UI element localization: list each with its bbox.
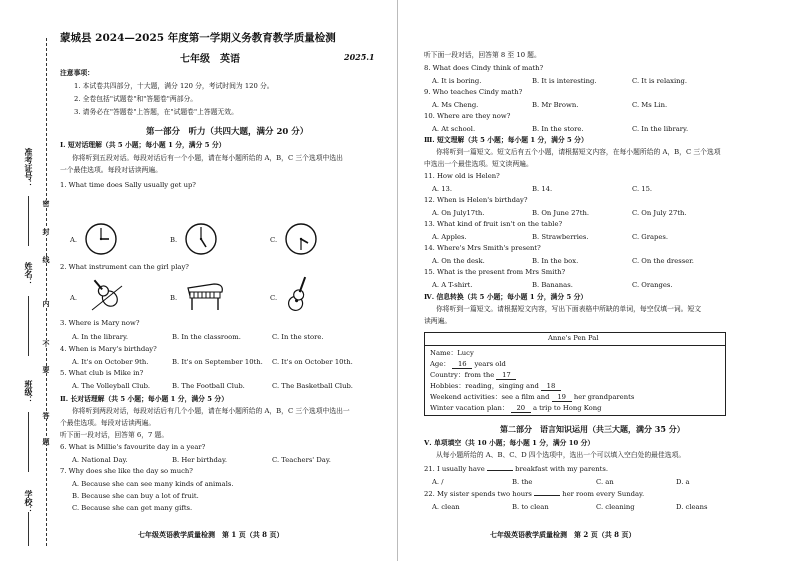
answer-blank[interactable] xyxy=(534,495,560,496)
clock-icon xyxy=(284,222,318,256)
option: B. 14. xyxy=(532,185,553,193)
option: A. The Volleyball Club. xyxy=(72,382,151,390)
blank-line xyxy=(28,196,29,246)
option: A. It is boring. xyxy=(432,77,482,85)
option: A. Ms Cheng. xyxy=(432,101,479,109)
clock-icon xyxy=(84,222,118,256)
option: A. On the desk. xyxy=(432,257,485,265)
option: A. In the library. xyxy=(72,333,129,341)
option: B. Her birthday. xyxy=(172,456,228,464)
penpal-row xyxy=(430,372,516,380)
option: D. cleans xyxy=(676,503,708,511)
section5-instruction: 从每小题所给的 A、B、C、D 四个选项中，选出一个可以填入空白处的最佳选项。 xyxy=(436,451,686,459)
penpal-row xyxy=(430,361,506,369)
penpal-label: Winter vacation plan： xyxy=(430,404,509,412)
option: B. Mr Brown. xyxy=(532,101,579,109)
penpal-row xyxy=(430,350,474,357)
option: B. In the store. xyxy=(532,125,584,133)
question-1: 1. What time does Sally usually get up? xyxy=(60,181,196,189)
page-divider xyxy=(397,0,398,561)
section3-instruction: 你将听到一篇短文。短文后有五个小题，请根据短文内容，在每小题所给的 A，B，C 三个选项 xyxy=(436,148,721,156)
school-label: 学校： xyxy=(24,490,34,514)
seal-mark: 题 xyxy=(42,438,51,445)
penpal-label: Weekend activities：see a film and xyxy=(430,393,550,401)
page-footer: 七年级英语教学质量检测 第 2 页（共 8 页） xyxy=(490,530,636,539)
blank-line xyxy=(28,512,29,546)
penpal-label: Name： xyxy=(430,349,458,357)
option: B. It is interesting. xyxy=(532,77,597,85)
question-7: 7. Why does she like the day so much? xyxy=(60,467,193,475)
seal-mark: 不 xyxy=(42,340,51,347)
blank-18[interactable]: 18 xyxy=(541,383,561,391)
option: C. On July 27th. xyxy=(632,209,687,217)
question-6: 6. What is Millie's favourite day in a year? xyxy=(60,443,206,451)
notice-item: 1. 本试卷共四部分，十大题，满分 120 分，考试时间为 120 分。 xyxy=(74,82,274,90)
question-8: 8. What does Cindy think of math? xyxy=(424,64,544,72)
question-3: 3. Where is Mary now? xyxy=(60,319,140,327)
question-5: 5. What club is Mike in? xyxy=(60,369,144,377)
option-letter: A. xyxy=(70,294,78,302)
seal-mark: 封 xyxy=(42,228,51,235)
part1-title: 第一部分 听力（共四大题，满分 20 分） xyxy=(146,127,309,137)
blank-line xyxy=(28,412,29,472)
option: A. National Day. xyxy=(72,456,128,464)
option: A. It's on October 9th. xyxy=(72,358,149,366)
option: B. The Football Club. xyxy=(172,382,245,390)
option: C. On the dresser. xyxy=(632,257,694,265)
question-22 xyxy=(424,491,644,498)
question-4: 4. When is Mary's birthday? xyxy=(60,345,157,353)
option: B. the xyxy=(512,478,533,486)
option: C. In the library. xyxy=(632,125,689,133)
option: B. In the classroom. xyxy=(172,333,241,341)
listen-instruction: 听下面一段对话，回答第 8 至 10 题。 xyxy=(424,51,541,59)
option: B. Because she can buy a lot of fruit. xyxy=(72,492,199,500)
option: C. Because she can get many gifts. xyxy=(72,504,193,512)
question-11: 11. How old is Helen? xyxy=(424,172,500,180)
question-text: 22. My sister spends two hours xyxy=(424,490,532,498)
option: A. On July17th. xyxy=(432,209,485,217)
blank-17[interactable]: 17 xyxy=(496,372,516,380)
exam-title: 蒙城县 2024—2025 年度第一学期义务教育教学质量检测 xyxy=(60,32,336,44)
penpal-label: years old xyxy=(474,360,506,368)
question-9: 9. Who teaches Cindy math? xyxy=(424,88,523,96)
option-letter: C. xyxy=(270,294,278,302)
option: D. a xyxy=(676,478,690,486)
answer-blank[interactable] xyxy=(487,470,513,471)
question-15: 15. What is the present from Mrs Smith? xyxy=(424,268,566,276)
option: A. Apples. xyxy=(432,233,467,241)
section4-instruction: 读两遍。 xyxy=(424,317,452,325)
option: C. It's on October 10th. xyxy=(272,358,353,366)
option: B. In the box. xyxy=(532,257,579,265)
violin-icon xyxy=(86,274,126,314)
question-13: 13. What kind of fruit isn't on the table? xyxy=(424,220,563,228)
section3-instruction: 中选出一个最佳选项。短文读两遍。 xyxy=(424,160,533,168)
option: C. Grapes. xyxy=(632,233,669,241)
option: B. It's on September 10th. xyxy=(172,358,263,366)
exam-date: 2025.1 xyxy=(344,52,375,62)
option: A. At school. xyxy=(432,125,476,133)
option: A. A T-shirt. xyxy=(432,281,473,289)
option-letter: A. xyxy=(70,236,78,244)
option: A. 13. xyxy=(432,185,453,193)
option: B. Strawberries. xyxy=(532,233,589,241)
penpal-label: Hobbies：reading，singing and xyxy=(430,382,539,390)
seal-mark: 线 xyxy=(42,256,51,263)
notice-item: 3. 请务必在"答题卷"上答题，在"试题卷"上答题无效。 xyxy=(74,108,238,116)
question-21 xyxy=(424,466,608,473)
option: B. to clean xyxy=(512,503,549,511)
clock-icon xyxy=(184,222,218,256)
question-2: 2. What instrument can the girl play? xyxy=(60,263,189,271)
section2-instruction: 个最佳选项。每段对话读两遍。 xyxy=(60,419,156,427)
exam-page-2 xyxy=(400,0,794,561)
name-label: 姓名： xyxy=(24,262,34,286)
section2-title: Ⅱ. 长对话理解（共 5 小题；每小题 1 分，满分 5 分） xyxy=(60,395,228,403)
option: C. cleaning xyxy=(596,503,635,511)
option: A. / xyxy=(432,478,444,486)
option: C. Teachers' Day. xyxy=(272,456,331,464)
notice-item: 2. 全卷包括"试题卷"和"答题卷"两部分。 xyxy=(74,95,198,103)
option: C. It is relaxing. xyxy=(632,77,688,85)
guitar-icon xyxy=(284,274,314,314)
option: C. an xyxy=(596,478,614,486)
question-12: 12. When is Helen's birthday? xyxy=(424,196,528,204)
penpal-row xyxy=(430,394,634,402)
option-letter: C. xyxy=(270,236,278,244)
section1-instruction: 你将听到五段对话。每段对话后有一个小题，请在每小题所给的 A，B，C 三个选项中选出 xyxy=(72,154,343,162)
blank-19[interactable]: 19 xyxy=(552,394,572,402)
seal-mark: 内 xyxy=(42,300,51,307)
section2-instruction: 你将听到两段对话，每段对话后有几个小题，请在每小题所给的 A，B，C 三个选项中选出一 xyxy=(72,407,350,415)
question-text: her room every Sunday. xyxy=(562,490,645,498)
question-10: 10. Where are they now? xyxy=(424,112,511,120)
notice-title: 注意事项： xyxy=(60,69,94,77)
listen-instruction: 听下面一段对话，回答第 6，7 题。 xyxy=(60,431,169,439)
penpal-row xyxy=(430,405,601,413)
blank-line xyxy=(28,296,29,356)
option-letter: B. xyxy=(170,236,178,244)
penpal-label: Country：from the xyxy=(430,371,495,379)
section5-title: Ⅴ. 单项填空（共 10 小题；每小题 1 分，满分 10 分） xyxy=(424,439,595,447)
section1-instruction: 一个最佳选项。每段对话读两遍。 xyxy=(60,166,162,174)
blank-16[interactable]: 16 xyxy=(452,361,472,369)
section4-title: Ⅳ. 信息转换（共 5 小题；每小题 1 分，满分 5 分） xyxy=(424,293,588,301)
penpal-value: Lucy xyxy=(457,349,474,357)
option: C. The Basketball Club. xyxy=(272,382,353,390)
section1-title: Ⅰ. 短对话理解（共 5 小题；每小题 1 分，满分 5 分） xyxy=(60,141,226,149)
penpal-label: Age： xyxy=(430,360,451,368)
exam-subtitle: 七年级 英语 xyxy=(180,54,240,65)
question-text: breakfast with my parents. xyxy=(515,465,608,473)
option: C. 15. xyxy=(632,185,653,193)
binding-line xyxy=(46,38,47,546)
option: C. Oranges. xyxy=(632,281,673,289)
penpal-label: her grandparents xyxy=(573,393,635,401)
option: C. Ms Lin. xyxy=(632,101,668,109)
option-letter: B. xyxy=(170,294,178,302)
class-label: 班级： xyxy=(24,380,34,404)
question-14: 14. Where's Mrs Smith's present? xyxy=(424,244,541,252)
section4-instruction: 你将听到一篇短文。请根据短文内容，写出下面表格中所缺的单词，每空仅填一词。短文 xyxy=(436,305,702,313)
seal-mark: 密 xyxy=(42,200,51,207)
penpal-title: Anne's Pen Pal xyxy=(548,334,599,342)
page-footer: 七年级英语教学质量检测 第 1 页（共 8 页） xyxy=(138,530,284,539)
part2-title: 第二部分 语言知识运用（共三大题，满分 35 分） xyxy=(500,424,685,434)
section3-title: Ⅲ. 短文理解（共 5 小题；每小题 1 分，满分 5 分） xyxy=(424,136,588,144)
option: B. Bananas. xyxy=(532,281,573,289)
penpal-row xyxy=(430,383,561,391)
penpal-label: a trip to Hong Kong xyxy=(532,404,602,412)
option: B. On June 27th. xyxy=(532,209,590,217)
admission-number-label: 准考证号： xyxy=(24,148,34,188)
option: A. Because she can see many kinds of animals. xyxy=(72,480,234,488)
question-text: 21. I usually have xyxy=(424,465,485,473)
piano-icon xyxy=(184,278,226,312)
blank-20[interactable]: 20 xyxy=(511,405,531,413)
option: A. clean xyxy=(432,503,460,511)
seal-mark: 答 xyxy=(42,412,51,419)
option: C. In the store. xyxy=(272,333,324,341)
seal-mark: 要 xyxy=(42,366,51,373)
